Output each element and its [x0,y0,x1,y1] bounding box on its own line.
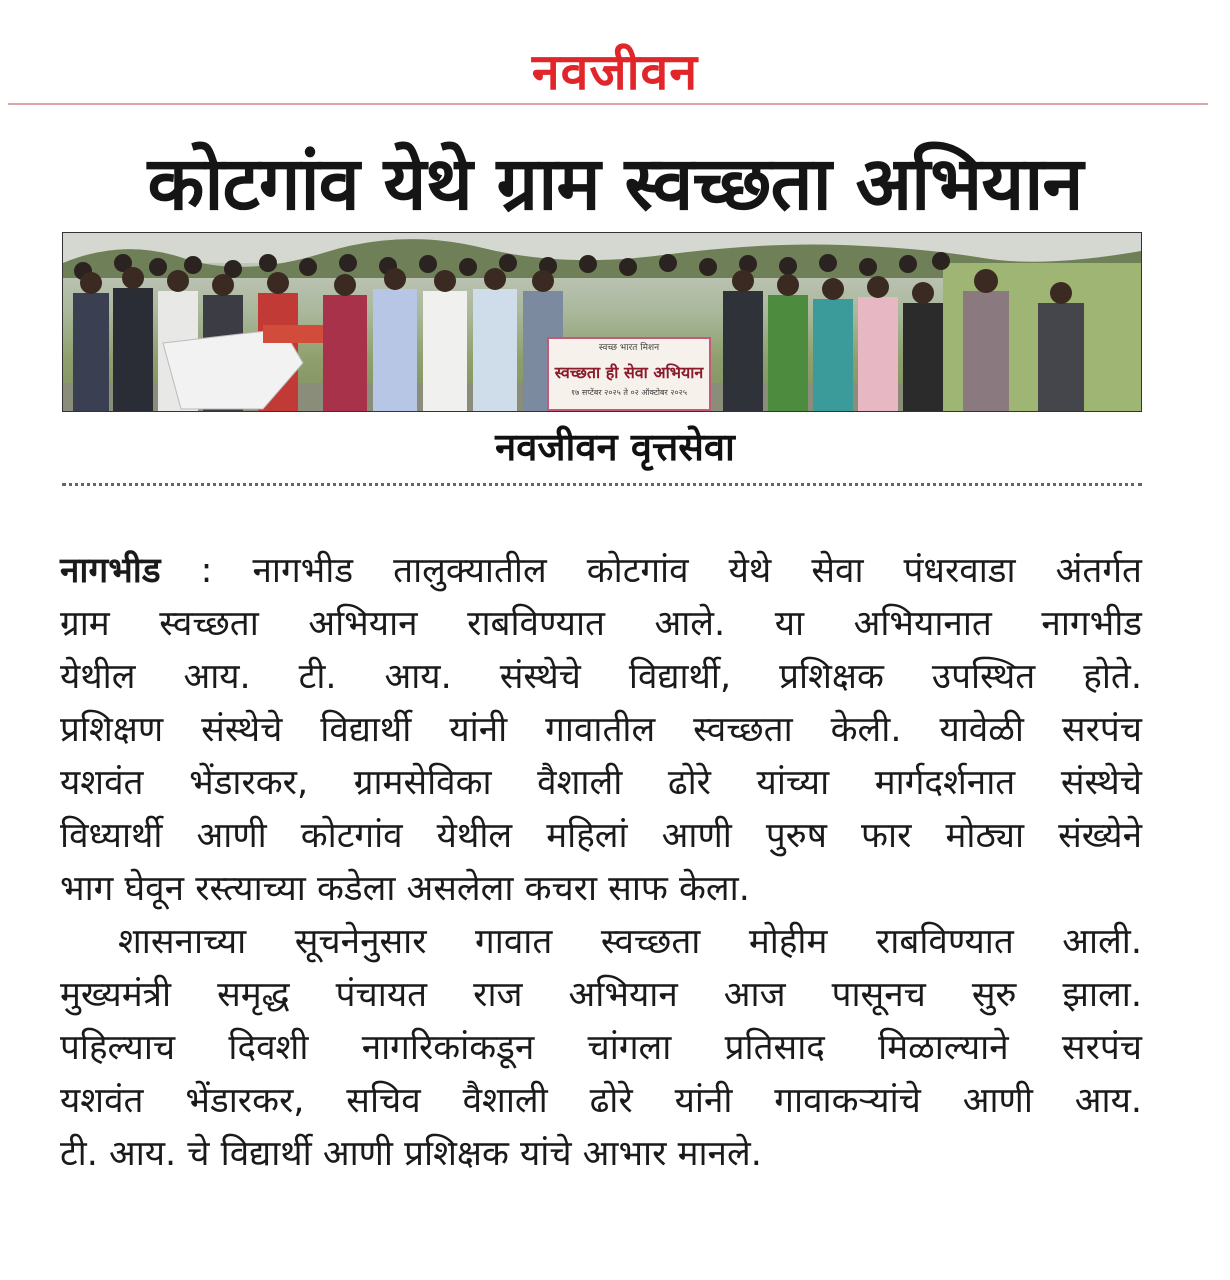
article-line: ग्राम स्वच्छता अभियान राबविण्यात आले. या अभियानात नागभीड [60,604,1142,644]
article-line: मुख्यमंत्री समृद्ध पंचायत राज अभियान आज पासूनच सुरु झाला. [60,975,1142,1015]
news-agency-byline: नवजीवन वृत्तसेवा [495,425,735,469]
dateline-separator: : [160,551,253,591]
article-line: प्रशिक्षण संस्थेचे विद्यार्थी यांनी गावातील स्वच्छता केली. यावेळी सरपंच [60,710,1142,750]
newspaper-masthead: नवजीवन [531,43,699,101]
article-line: यशवंत भेंडारकर, सचिव वैशाली ढोरे यांनी गावाकऱ्यांचे आणी आय. [60,1081,1142,1121]
banner-top-text: स्वच्छ भारत मिशन [598,343,660,353]
article-line [60,545,1142,598]
article-line: येथील आय. टी. आय. संस्थेचे विद्यार्थी, प्रशिक्षक उपस्थित होते. [60,657,1142,697]
article-line: भाग घेवून रस्त्याच्या कडेला असलेला कचरा साफ केला. [60,869,750,909]
article-line: शासनाच्या सूचनेनुसार गावात स्वच्छता मोहीम राबविण्यात आली. [118,922,1142,962]
article-line: विध्यार्थी आणी कोटगांव येथील महिलां आणी पुरुष फार मोठ्या संख्येने [60,816,1142,856]
article-photo [62,232,1142,412]
masthead-divider [8,103,1208,105]
article-line: टी. आय. चे विद्यार्थी आणी प्रशिक्षक यांचे आभार मानले. [60,1134,762,1174]
article-text: नागभीड तालुक्यातील कोटगांव येथे सेवा पंधरवाडा अंतर्गत [252,551,1142,591]
banner-date-text: १७ सप्टेंबर २०२५ ते ०२ ऑक्टोबर २०२५ [570,388,687,397]
article-headline: कोटगांव येथे ग्राम स्वच्छता अभियान [147,141,1083,227]
dateline: नागभीड [60,551,161,591]
photo-banner [547,337,711,411]
article-line: पहिल्याच दिवशी नागरिकांकडून चांगला प्रतिसाद मिळाल्याने सरपंच [60,1028,1142,1068]
article-line: यशवंत भेंडारकर, ग्रामसेविका वैशाली ढोरे यांच्या मार्गदर्शनात संस्थेचे [60,763,1142,803]
article-body [60,545,1142,1181]
dotted-divider [62,483,1142,486]
banner-main-text: स्वच्छता ही सेवा अभियान [554,363,704,382]
